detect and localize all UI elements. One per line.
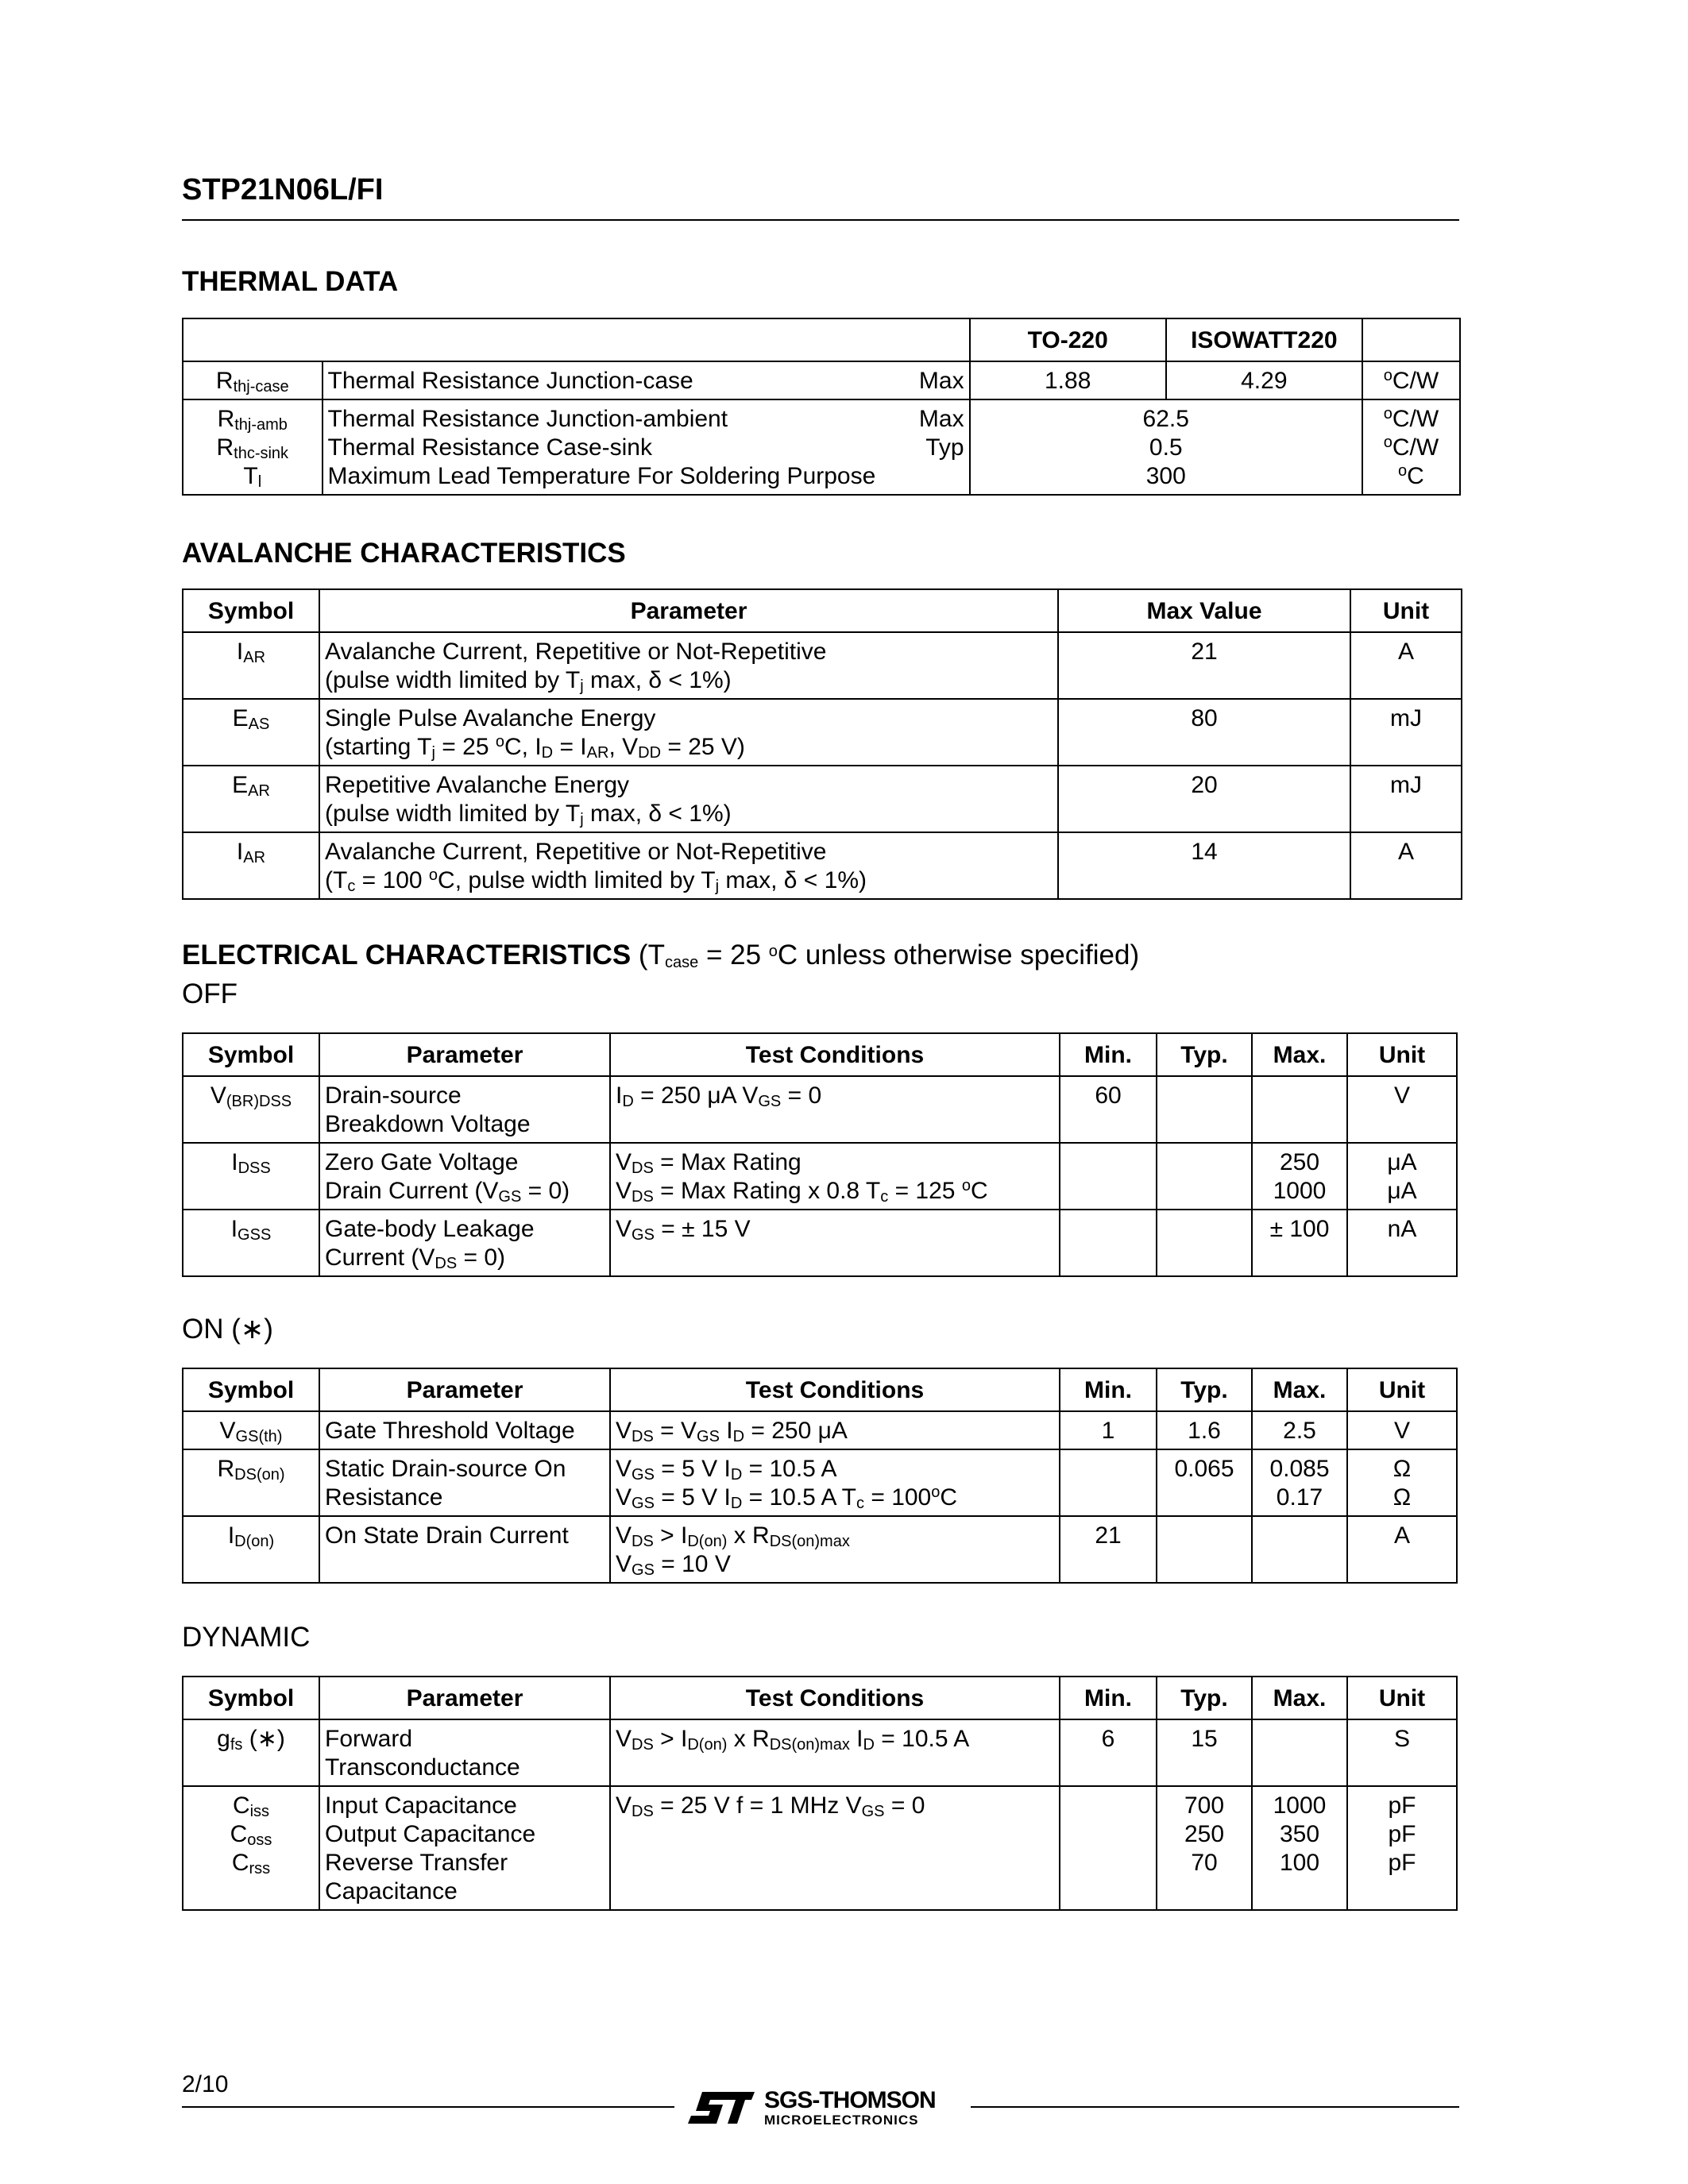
typ-cell: 700 250 70 xyxy=(1157,1786,1252,1910)
avalanche-table xyxy=(182,588,1462,900)
unit-cell: mJ xyxy=(1350,699,1462,766)
header-parameter: Parameter xyxy=(319,1677,610,1719)
unit-cell: pF pF pF xyxy=(1347,1786,1457,1910)
header-typ: Typ. xyxy=(1157,1368,1252,1411)
unit-cell: Ω Ω xyxy=(1347,1449,1457,1516)
typ-cell xyxy=(1157,1210,1252,1276)
thermal-header-blank xyxy=(183,318,970,361)
symbol-cell: $E_{AS}$ xyxy=(183,699,319,766)
header-unit: Unit xyxy=(1350,589,1462,632)
test-conditions-cell: $V_{DS} > I_{D(on)}$ x $R_{DS(on)max}$ $I_D = 10.5$ A xyxy=(610,1719,1060,1786)
symbol-cell: $g_{fs}$ (∗) xyxy=(183,1719,319,1786)
header-max: Max. xyxy=(1252,1677,1347,1719)
off-row-idss xyxy=(183,1143,1457,1210)
parameter-cell: Static Drain-source On Resistance xyxy=(319,1449,610,1516)
on-header-row xyxy=(183,1368,1457,1411)
symbol-cell: $I_{AR}$ xyxy=(183,832,319,899)
on-row-vgsth xyxy=(183,1411,1457,1449)
min-cell xyxy=(1060,1449,1157,1516)
sgs-thomson-logo xyxy=(685,2087,963,2135)
header-unit: Unit xyxy=(1347,1033,1457,1076)
on-row-idon xyxy=(183,1516,1457,1583)
page-number: 2/10 xyxy=(182,2071,229,2097)
test-conditions-cell: $V_{GS}$ = ± 15 V xyxy=(610,1210,1060,1276)
parameter-cell: On State Drain Current xyxy=(319,1516,610,1583)
typ-cell xyxy=(1157,1516,1252,1583)
min-cell: 60 xyxy=(1060,1076,1157,1143)
max-cell: 250 1000 xyxy=(1252,1143,1347,1210)
parameter-cell: Gate-body Leakage Current $(V_{DS} = 0)$ xyxy=(319,1210,610,1276)
unit-cell: V xyxy=(1347,1076,1457,1143)
header-unit: Unit xyxy=(1347,1368,1457,1411)
parameter-cell: Avalanche Current, Repetitive or Not-Repetitive ($T_c = 100$ $^o$C, pulse width limited by $T_j$ max, δ < 1%) xyxy=(319,832,1058,899)
header-unit: Unit xyxy=(1347,1677,1457,1719)
header-max-value: Max Value xyxy=(1058,589,1350,632)
off-header-row xyxy=(183,1033,1457,1076)
test-conditions-cell: $V_{DS} = V_{GS}$ $I_D = 250$ μA xyxy=(610,1411,1060,1449)
max-value-cell: 20 xyxy=(1058,766,1350,832)
min-cell: 21 xyxy=(1060,1516,1157,1583)
symbol-cell: $I_{D(on)}$ xyxy=(183,1516,319,1583)
unit-cell: μA μA xyxy=(1347,1143,1457,1210)
avalanche-row-ear xyxy=(183,766,1462,832)
typ-cell: 15 xyxy=(1157,1719,1252,1786)
on-label: ON (∗) xyxy=(182,1314,273,1345)
test-conditions-cell: $V_{DS}$ = Max Rating $V_{DS}$ = Max Rating x 0.8 $T_c = 125$ $^o$C xyxy=(610,1143,1060,1210)
unit-cell: A xyxy=(1350,832,1462,899)
max-value-cell: 80 xyxy=(1058,699,1350,766)
header-symbol: Symbol xyxy=(183,1368,319,1411)
electrical-note: ($T_{case} = 25$ $^o$C unless otherwise specified) xyxy=(631,940,1140,971)
header-symbol: Symbol xyxy=(183,589,319,632)
dynamic-table xyxy=(182,1676,1458,1911)
header-symbol: Symbol xyxy=(183,1677,319,1719)
isowatt-value: 4.29 xyxy=(1166,361,1362,399)
thermal-row-group xyxy=(183,399,1460,495)
document-title: STP21N06L/FI xyxy=(182,173,384,206)
header-parameter: Parameter xyxy=(319,1368,610,1411)
symbol-cell: $V_{(BR)DSS}$ xyxy=(183,1076,319,1143)
off-table xyxy=(182,1032,1458,1277)
parameter-cell: Drain-source Breakdown Voltage xyxy=(319,1076,610,1143)
parameter-cell: Avalanche Current, Repetitive or Not-Repetitive (pulse width limited by $T_j$ max, δ < 1%) xyxy=(319,632,1058,699)
header-min: Min. xyxy=(1060,1368,1157,1411)
symbol-cell: $I_{AR}$ xyxy=(183,632,319,699)
symbol-cell: $V_{GS(th)}$ xyxy=(183,1411,319,1449)
header-max: Max. xyxy=(1252,1368,1347,1411)
header-typ: Typ. xyxy=(1157,1033,1252,1076)
unit-cell: S xyxy=(1347,1719,1457,1786)
parameter-cell: Gate Threshold Voltage xyxy=(319,1411,610,1449)
test-conditions-cell: $V_{DS} > I_{D(on)}$ x $R_{DS(on)max}$ $V_{GS} = 10$ V xyxy=(610,1516,1060,1583)
test-conditions-cell: $V_{GS} = 5$ V $I_D = 10.5$ A $V_{GS} = 5$ V $I_D = 10.5$ A $T_c = 100^oC$ xyxy=(610,1449,1060,1516)
test-conditions-cell: $I_D = 250$ μA $V_{GS} = 0$ xyxy=(610,1076,1060,1143)
max-cell: 0.085 0.17 xyxy=(1252,1449,1347,1516)
parameter-cell: Repetitive Avalanche Energy (pulse width limited by $T_j$ max, δ < 1%) xyxy=(319,766,1058,832)
header-symbol: Symbol xyxy=(183,1033,319,1076)
header-max: Max. xyxy=(1252,1033,1347,1076)
logo-line1: SGS-THOMSON xyxy=(764,2087,936,2113)
header-test-conditions: Test Conditions xyxy=(610,1677,1060,1719)
min-cell: 1 xyxy=(1060,1411,1157,1449)
typ-cell: 1.6 xyxy=(1157,1411,1252,1449)
min-cell xyxy=(1060,1143,1157,1210)
to220-value: 1.88 xyxy=(970,361,1166,399)
avalanche-row-iar xyxy=(183,632,1462,699)
logo-line2: MICROELECTRONICS xyxy=(764,2113,919,2128)
max-cell xyxy=(1252,1516,1347,1583)
min-cell: 6 xyxy=(1060,1719,1157,1786)
header-parameter: Parameter xyxy=(319,589,1058,632)
unit-cell: V xyxy=(1347,1411,1457,1449)
avalanche-header-row xyxy=(183,589,1462,632)
thermal-row-rthj-case xyxy=(183,361,1460,399)
parameter-cell: Thermal Resistance Junction-ambient Max Thermal Resistance Case-sink Typ Maximum Lead Temperature For Soldering Purpose xyxy=(323,399,970,495)
avalanche-title: AVALANCHE CHARACTERISTICS xyxy=(182,538,626,569)
max-cell xyxy=(1252,1719,1347,1786)
min-cell xyxy=(1060,1786,1157,1910)
electrical-title: ELECTRICAL CHARACTERISTICS ($T_{case} = 25$ $^o$C unless otherwise specified) xyxy=(182,940,1140,971)
dynamic-row-capacitance xyxy=(183,1786,1457,1910)
typ-cell xyxy=(1157,1076,1252,1143)
max-value-cell: 21 xyxy=(1058,632,1350,699)
thermal-data-table xyxy=(182,318,1461,496)
typ-cell xyxy=(1157,1143,1252,1210)
avalanche-row-eas xyxy=(183,699,1462,766)
header-typ: Typ. xyxy=(1157,1677,1252,1719)
header-rule xyxy=(182,219,1459,221)
symbol-cell: $R_{DS(on)}$ xyxy=(183,1449,319,1516)
thermal-header-row xyxy=(183,318,1460,361)
unit-cell: A xyxy=(1347,1516,1457,1583)
header-parameter: Parameter xyxy=(319,1033,610,1076)
footer-rule-right xyxy=(971,2106,1459,2108)
header-min: Min. xyxy=(1060,1677,1157,1719)
parameter-cell: Forward Transconductance xyxy=(319,1719,610,1786)
max-value-cell: 14 xyxy=(1058,832,1350,899)
thermal-header-to220: TO-220 xyxy=(970,318,1166,361)
thermal-header-unit-blank xyxy=(1362,318,1460,361)
parameter-cell: Input Capacitance Output Capacitance Reverse Transfer Capacitance xyxy=(319,1786,610,1910)
parameter-cell: Thermal Resistance Junction-case Max xyxy=(323,361,970,399)
symbol-cell: $C_{iss}$ $C_{oss}$ $C_{rss}$ xyxy=(183,1786,319,1910)
dynamic-row-gfs xyxy=(183,1719,1457,1786)
off-label: OFF xyxy=(182,978,238,1009)
symbol-cell: $R_{thj-amb}$ $R_{thc-sink}$ $T_l$ xyxy=(183,399,323,495)
symbol-cell: $E_{AR}$ xyxy=(183,766,319,832)
on-table xyxy=(182,1368,1458,1584)
header-test-conditions: Test Conditions xyxy=(610,1368,1060,1411)
unit-cell: $^o$C/W $^o$C/W $^o$C xyxy=(1362,399,1460,495)
off-row-vbrdss xyxy=(183,1076,1457,1143)
avalanche-row-iar-100c xyxy=(183,832,1462,899)
symbol-cell: $R_{thj-case}$ xyxy=(183,361,323,399)
shared-value-cell: 62.5 0.5 300 xyxy=(970,399,1362,495)
st-logo-icon xyxy=(685,2089,756,2133)
min-cell xyxy=(1060,1210,1157,1276)
header-test-conditions: Test Conditions xyxy=(610,1033,1060,1076)
max-cell xyxy=(1252,1076,1347,1143)
typ-cell: 0.065 xyxy=(1157,1449,1252,1516)
parameter-cell: Zero Gate Voltage Drain Current $(V_{GS} = 0)$ xyxy=(319,1143,610,1210)
unit-cell: nA xyxy=(1347,1210,1457,1276)
dynamic-header-row xyxy=(183,1677,1457,1719)
thermal-data-title: THERMAL DATA xyxy=(182,266,399,297)
on-row-rdson xyxy=(183,1449,1457,1516)
dynamic-label: DYNAMIC xyxy=(182,1622,311,1653)
max-cell: ± 100 xyxy=(1252,1210,1347,1276)
max-cell: 2.5 xyxy=(1252,1411,1347,1449)
unit-cell: A xyxy=(1350,632,1462,699)
max-cell: 1000 350 100 xyxy=(1252,1786,1347,1910)
symbol-cell: $I_{DSS}$ xyxy=(183,1143,319,1210)
off-row-igss xyxy=(183,1210,1457,1276)
header-min: Min. xyxy=(1060,1033,1157,1076)
symbol-cell: $I_{GSS}$ xyxy=(183,1210,319,1276)
unit-cell: $^o$C/W xyxy=(1362,361,1460,399)
footer-rule-left xyxy=(182,2106,674,2108)
thermal-header-isowatt: ISOWATT220 xyxy=(1166,318,1362,361)
test-conditions-cell: $V_{DS} = 25$ V f = 1 MHz $V_{GS} = 0$ xyxy=(610,1786,1060,1910)
unit-cell: mJ xyxy=(1350,766,1462,832)
parameter-cell: Single Pulse Avalanche Energy (starting $T_j = 25$ $^o$C, $I_D = I_{AR}$, $V_{DD} = 25$ V) xyxy=(319,699,1058,766)
